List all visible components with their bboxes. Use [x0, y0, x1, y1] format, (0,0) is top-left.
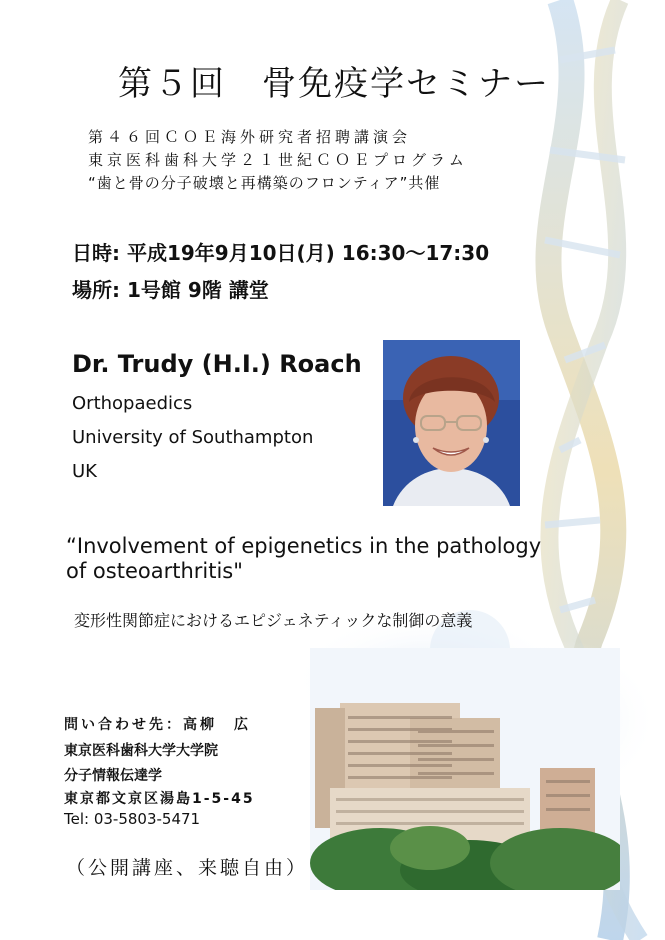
- speaker-university: University of Southampton: [72, 427, 314, 448]
- sponsor-line-1: 第４６回ＣＯＥ海外研究者招聘講演会: [88, 128, 412, 146]
- university-building-photo: [310, 648, 620, 890]
- speaker-department: Orthopaedics: [72, 393, 193, 414]
- contact-phone: Tel: 03-5803-5471: [64, 810, 201, 828]
- sponsor-line-2: 東京医科歯科大学２１世紀ＣＯＥプログラム: [88, 151, 468, 169]
- talk-title-japanese: 変形性関節症におけるエピジェネティックな制御の意義: [74, 611, 473, 630]
- open-lecture-note: （公開講座、来聴自由）: [66, 857, 309, 879]
- sponsor-line-3: “歯と骨の分子破壊と再構築のフロンティア”共催: [88, 174, 441, 192]
- event-datetime: 日時: 平成19年9月10日(月) 16:30〜17:30: [72, 241, 490, 265]
- page-title: 第５回 骨免疫学セミナー: [118, 64, 550, 104]
- contact-person: 問い合わせ先：高柳 広: [64, 717, 251, 733]
- contact-department: 分子情報伝達学: [64, 768, 162, 784]
- talk-title-english: “Involvement of epigenetics in the pathology of osteoarthritis": [66, 534, 542, 583]
- contact-institution: 東京医科歯科大学大学院: [64, 743, 218, 759]
- event-venue: 場所: 1号館 9階 講堂: [72, 278, 269, 302]
- contact-address: 東京都文京区湯島1-5-45: [64, 791, 255, 807]
- speaker-country: UK: [72, 461, 97, 482]
- speaker-photo: [383, 340, 520, 506]
- speaker-name: Dr. Trudy (H.I.) Roach: [72, 350, 362, 378]
